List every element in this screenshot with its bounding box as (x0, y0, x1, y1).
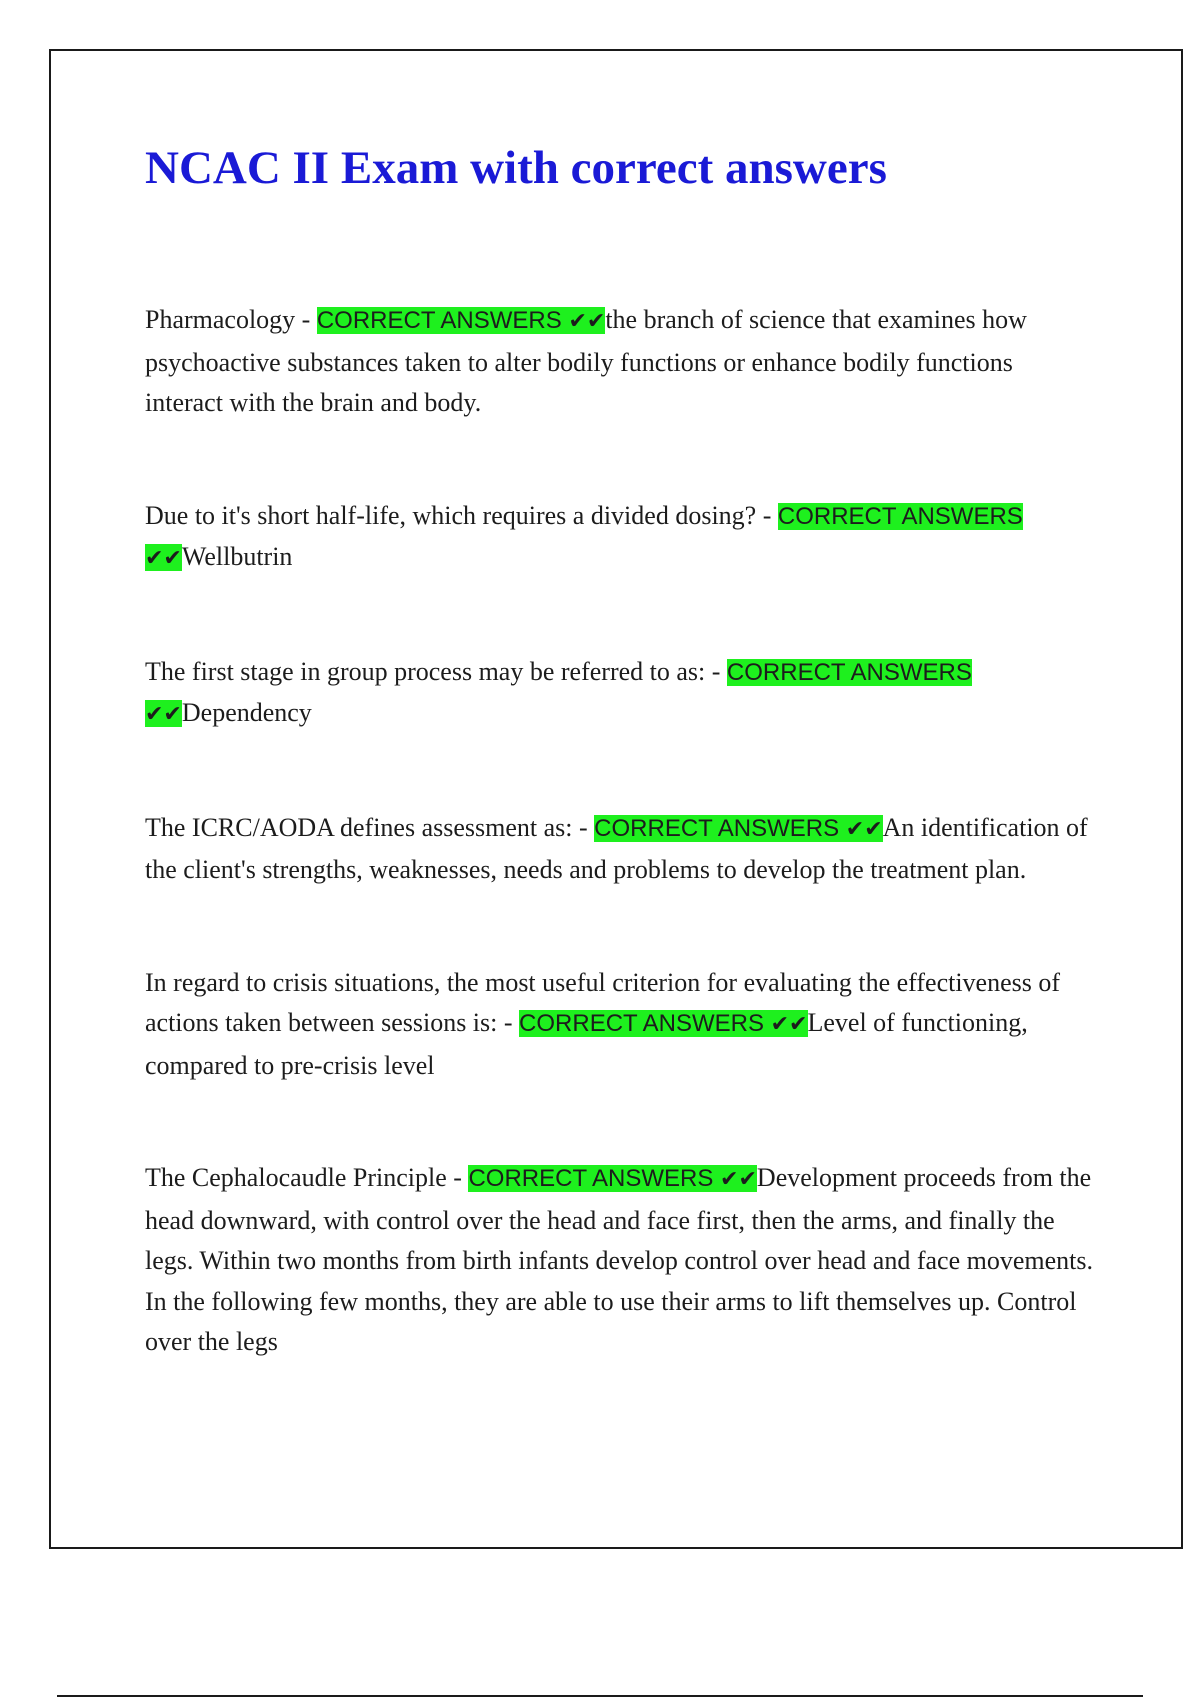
double-check-icon: ✔✔ (770, 1012, 808, 1037)
question-text: The first stage in group process may be referred to as: - (145, 656, 727, 686)
double-check-icon: ✔✔ (845, 816, 883, 842)
correct-answers-label: CORRECT ANSWERS ✔✔ (316, 307, 606, 334)
question-text: The Cephalocaudle Principle - (145, 1163, 469, 1192)
question-text: Pharmacology - (145, 305, 317, 334)
qa-item (145, 300, 1095, 424)
correct-answers-label: CORRECT ANSWERS ✔✔ (145, 658, 972, 727)
double-check-icon: ✔✔ (720, 1167, 757, 1192)
correct-answers-label: CORRECT ANSWERS ✔✔ (594, 814, 883, 842)
question-text: The ICRC/AODA defines assessment as: - (145, 812, 595, 842)
answer-text: Level of functioning, compared to pre-crisis level (145, 1008, 1028, 1080)
answer-text: Wellbutrin (181, 542, 293, 571)
qa-list (145, 300, 1095, 1363)
qa-item (145, 1158, 1095, 1363)
double-check-icon: ✔✔ (145, 702, 182, 727)
question-text: Due to it's short half-life, which requires a divided dosing? - (145, 500, 778, 530)
document-title: NCAC II Exam with correct answers (145, 142, 887, 194)
correct-answers-label: CORRECT ANSWERS ✔✔ (468, 1165, 757, 1192)
double-check-icon: ✔✔ (145, 546, 182, 571)
qa-item (145, 963, 1095, 1087)
correct-answers-label: CORRECT ANSWERS ✔✔ (145, 502, 1023, 571)
qa-item (145, 496, 1095, 580)
answer-text: Dependency (181, 698, 312, 727)
answer-text: An identification of the client's strengths, weaknesses, needs and problems to develop the treatment plan. (145, 812, 1088, 884)
footer-divider (57, 1695, 1143, 1697)
double-check-icon: ✔✔ (568, 309, 606, 334)
qa-item (145, 808, 1095, 891)
qa-item (145, 652, 1095, 736)
answer-text: the branch of science that examines how psychoactive substances taken to alter bodily functions or enhance bodily functions interact with the brain and body. (145, 305, 1027, 417)
correct-answers-label: CORRECT ANSWERS ✔✔ (519, 1010, 808, 1037)
question-text: In regard to crisis situations, the most useful criterion for evaluating the effectiveness of actions taken between sessions is: - (145, 967, 1061, 1037)
answer-text: Development proceeds from the head downward, with control over the head and face first, then the arms, and finally the legs. Within two months from birth infants develop control over head and face movements. In the following few months, they are able to use their arms to lift themselves up. Control over the legs (145, 1163, 1093, 1356)
